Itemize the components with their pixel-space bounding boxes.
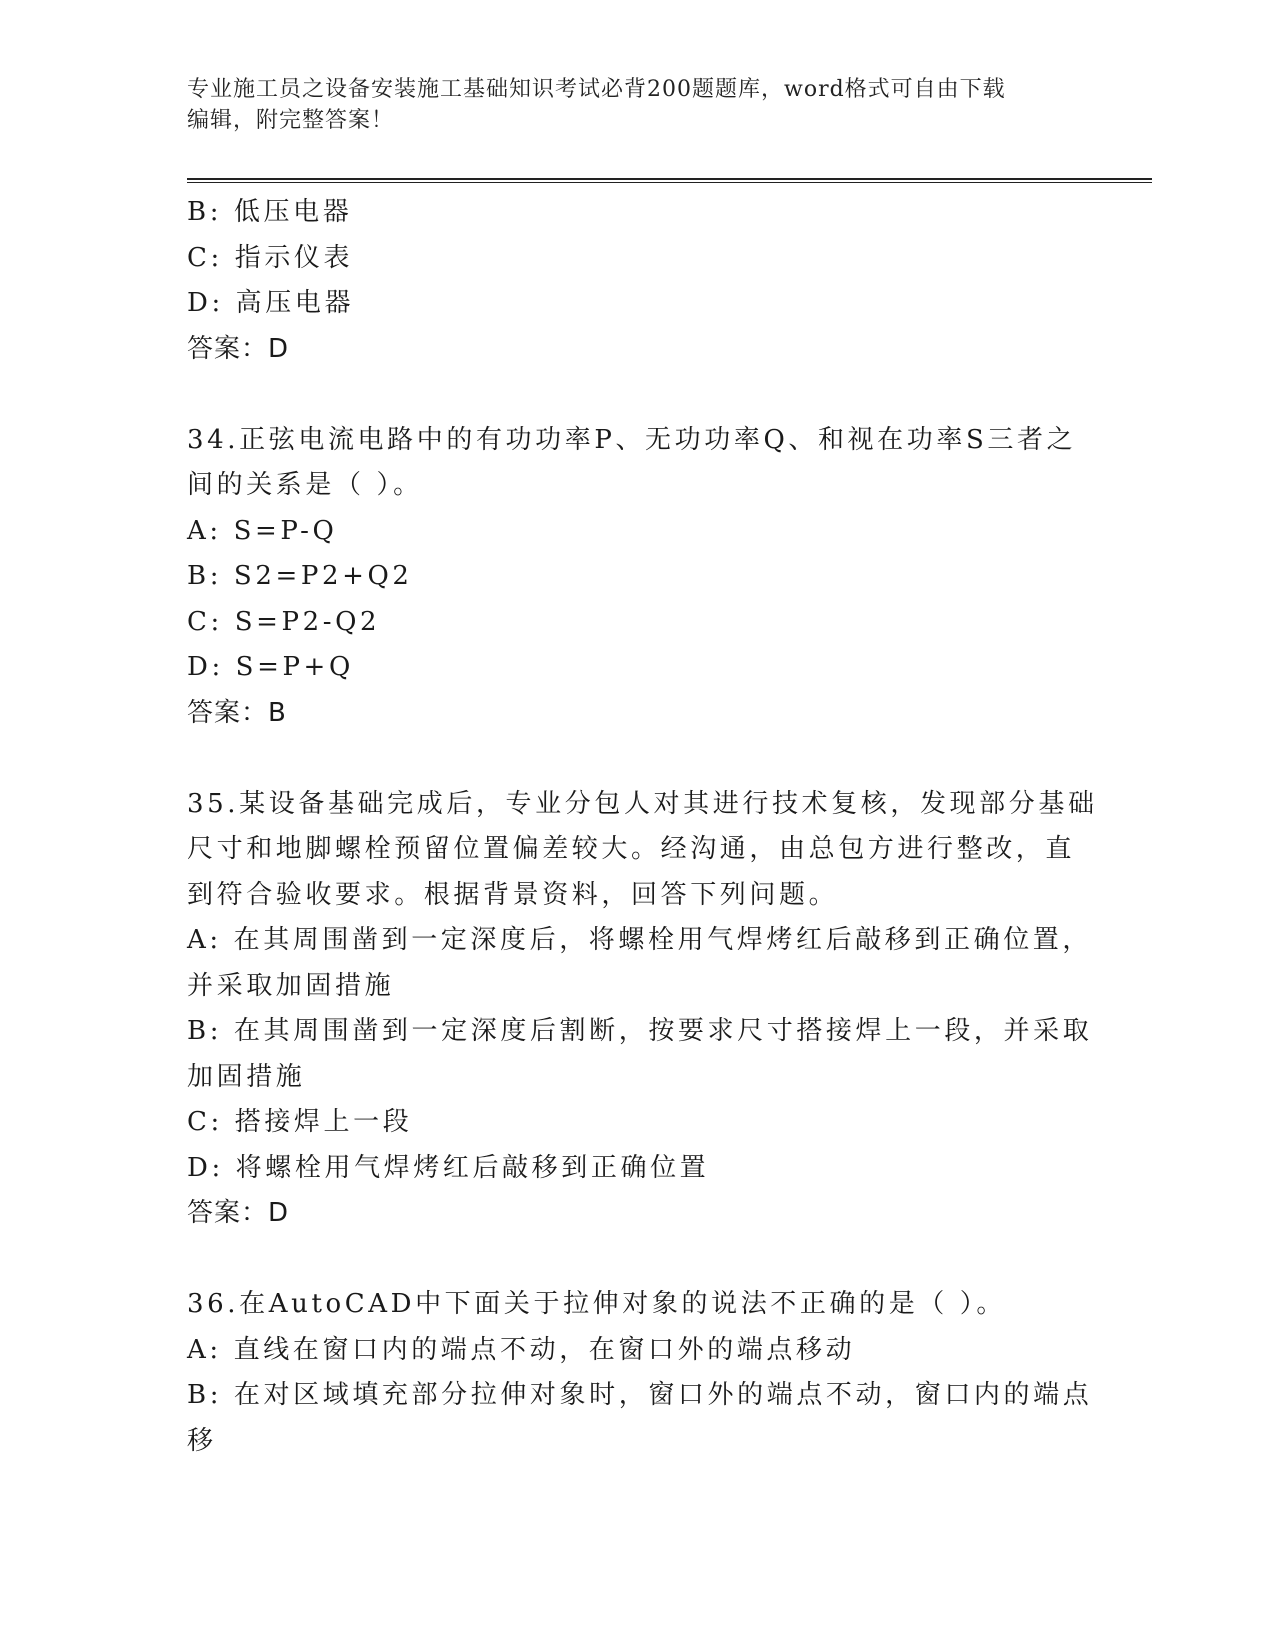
question-stem-line: 到符合验收要求。根据背景资料，回答下列问题。 bbox=[187, 879, 839, 910]
option-c: C: S=P2-Q2 bbox=[187, 606, 381, 637]
option-b: B: S2=P2+Q2 bbox=[187, 561, 413, 591]
option-b: B: 在对区域填充部分拉伸对象时，窗口外的端点不动，窗口内的端点 bbox=[187, 1380, 1093, 1410]
header-rule-thick bbox=[187, 178, 1152, 180]
option-c: C: 搭接焊上一段 bbox=[187, 1107, 413, 1137]
option-b: B: 低压电器 bbox=[187, 197, 353, 227]
answer: 答案：D bbox=[187, 333, 290, 364]
option-c: C: 指示仪表 bbox=[187, 242, 354, 273]
option-a: A: 在其周围凿到一定深度后，将螺栓用气焊烤红后敲移到正确位置， bbox=[187, 925, 1093, 955]
option-b-continued: 加固措施 bbox=[187, 1061, 306, 1092]
header-rule-thin bbox=[187, 182, 1152, 183]
option-a-continued: 并采取加固措施 bbox=[187, 970, 395, 1001]
question-34 bbox=[187, 418, 1087, 737]
option-d: D: S=P+Q bbox=[187, 652, 354, 682]
question-stem-line: 尺寸和地脚螺栓预留位置偏差较大。经沟通，由总包方进行整改，直 bbox=[187, 834, 1076, 864]
question-36 bbox=[187, 1282, 1093, 1464]
option-b: B: 在其周围凿到一定深度后割断，按要求尺寸搭接焊上一段，并采取 bbox=[187, 1016, 1093, 1046]
question-content bbox=[187, 190, 1098, 1464]
question-stem-line: 34.正弦电流电路中的有功功率P、无功功率Q、和视在功率S三者之 bbox=[187, 424, 1077, 455]
option-a: A: S=P-Q bbox=[187, 515, 338, 546]
question-stem-line: 35.某设备基础完成后，专业分包人对其进行技术复核，发现部分基础 bbox=[187, 788, 1098, 819]
option-d: D: 将螺栓用气焊烤红后敲移到正确位置 bbox=[187, 1152, 710, 1183]
option-a: A: 直线在窗口内的端点不动，在窗口外的端点移动 bbox=[187, 1334, 856, 1365]
option-b-continued: 移 bbox=[187, 1425, 217, 1456]
header-line-1: 专业施工员之设备安装施工基础知识考试必背200题题库，word格式可自由下载 bbox=[187, 77, 1006, 102]
question-33 bbox=[187, 190, 1087, 372]
document-header bbox=[187, 74, 1087, 136]
question-stem-line: 间的关系是（ ）。 bbox=[187, 470, 423, 500]
question-stem-line: 36.在AutoCAD中下面关于拉伸对象的说法不正确的是（ ）。 bbox=[187, 1289, 1006, 1319]
header-line-2: 编辑，附完整答案！ bbox=[187, 108, 395, 133]
answer: 答案：B bbox=[187, 697, 287, 728]
option-d: D: 高压电器 bbox=[187, 288, 355, 318]
question-35 bbox=[187, 782, 1098, 1237]
answer: 答案：D bbox=[187, 1198, 290, 1228]
